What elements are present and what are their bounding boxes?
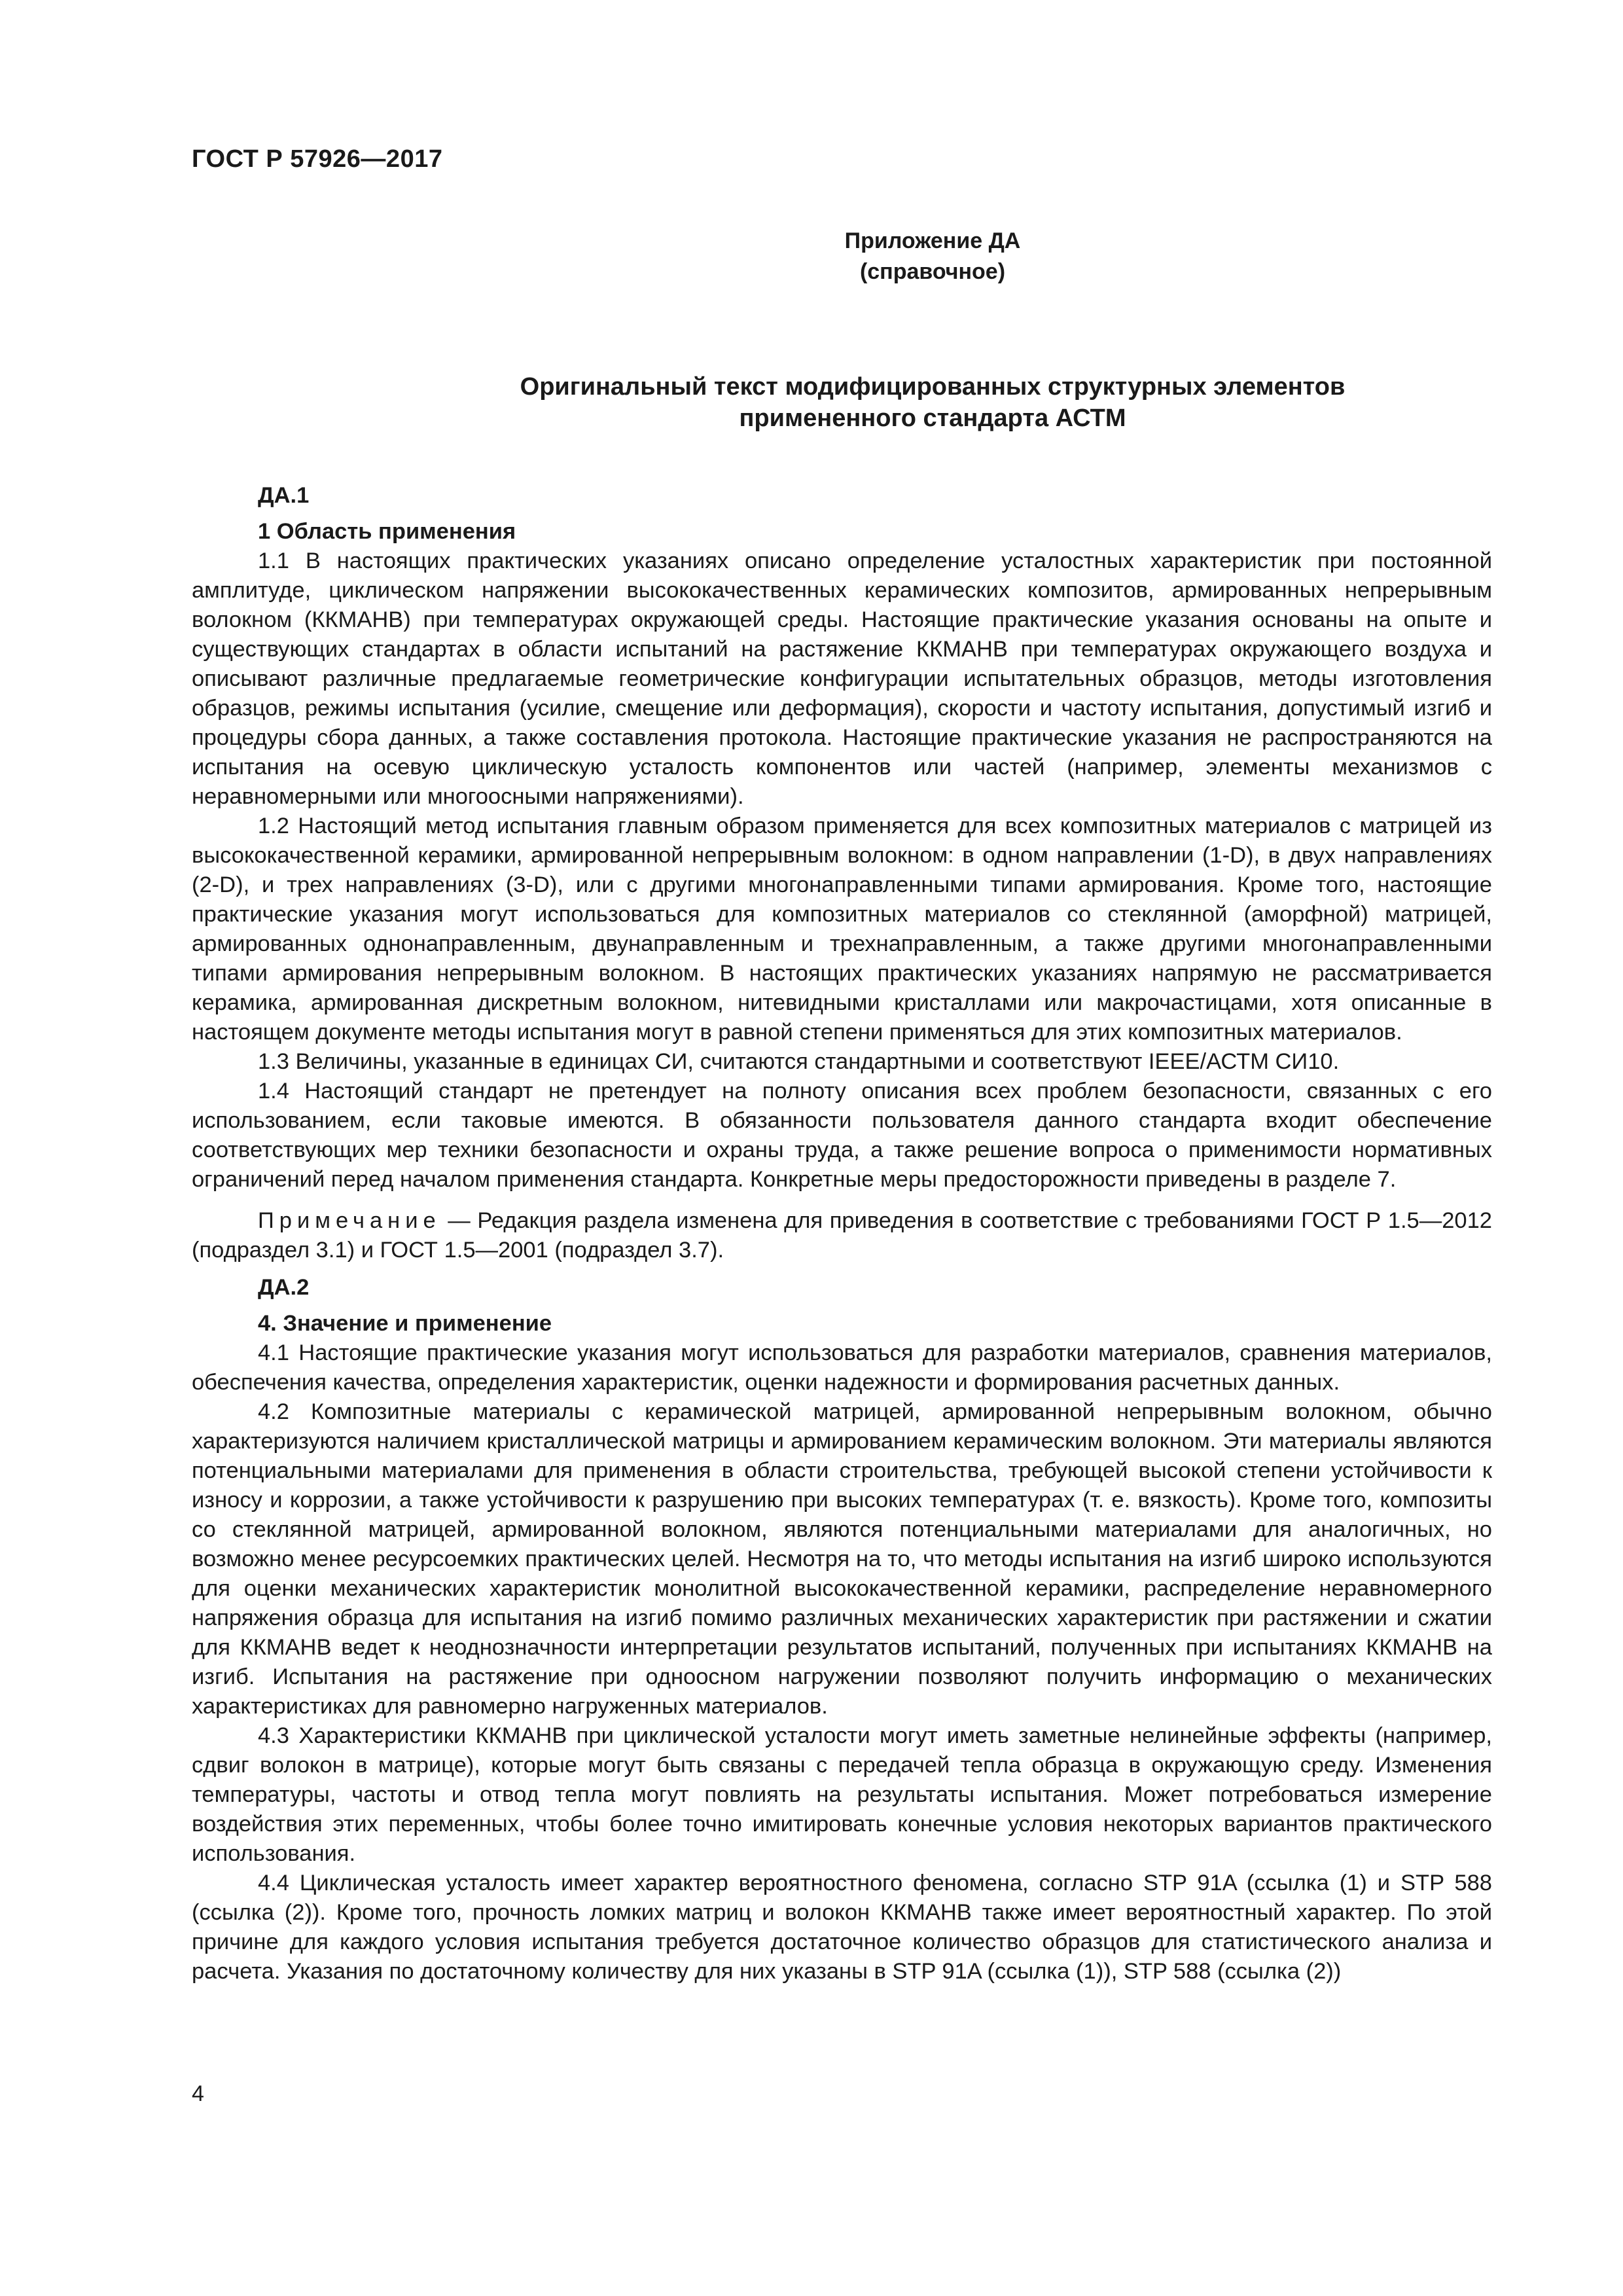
- paragraph-4-2: 4.2 Композитные материалы с керамической матрицей, армированной непрерывным волокном, обычно характеризуются наличием кристаллической матрицы и армированием керамическим волокном. Эти материалы являются потенциальными материалами для применения в области строительства, требующей высокой степени устойчивости к износу и коррозии, а также устойчивости к разрушению при высоких температурах (т. е. вязкость). Кроме того, композиты со стеклянной матрицей, армированной волокном, являются потенциальными материалами для аналогичных, но возможно менее ресурсоемких практических целей. Несмотря на то, что методы испытания на изгиб широко используются для оценки механических характеристик монолитной высококачественной керамики, распределение неравномерного напряжения образца для испытания на изгиб помимо различных механических характеристик при растяжении и сжатии для ККМАНВ ведет к неоднозначности интерпретации результатов испытаний, полученных при испытаниях ККМАНВ на изгиб. Испытания на растяжение при одноосном нагружении позволяют получить информацию о механических характеристиках для равномерно нагруженных материалов.: [192, 1399, 1492, 1719]
- paragraph-4-4: 4.4 Циклическая усталость имеет характер вероятностного феномена, согласно STP 91A (ссылка (1) и STP 588 (ссылка (2)). Кроме того, прочность ломких матриц и волокон ККМАНВ также имеет вероятностный характер. По этой причине для каждого условия испытания требуется достаточное количество образцов для статистического анализа и расчета. Указания по достаточному количеству для них указаны в STP 91A (ссылка (1)), STP 588 (ссылка (2)): [192, 1871, 1492, 1984]
- section-label-da2: ДА.2: [258, 1275, 310, 1300]
- title-line-1: Оригинальный текст модифицированных структурных элементов: [520, 373, 1346, 401]
- appendix-heading: [0, 226, 1623, 287]
- paragraph-1-4: 1.4 Настоящий стандарт не претендует на полноту описания всех проблем безопасности, связанных с его использованием, если таковые имеются. В обязанности пользователя данного стандарта входит обеспечение соответствующих мер техники безопасности и охраны труда, а также решение вопроса о применимости нормативных ограничений перед началом применения стандарта. Конкретные меры предосторожности приведены в разделе 7.: [192, 1079, 1492, 1192]
- section-label-da1: ДА.1: [258, 483, 310, 508]
- paragraph-4-1: 4.1 Настоящие практические указания могут использоваться для разработки материалов, сравнения материалов, обеспечения качества, определения характеристик, оценки надежности и формирования расчетных данных.: [192, 1340, 1492, 1395]
- note-label: Примечание: [258, 1208, 441, 1233]
- title-line-2: примененного стандарта АСТМ: [739, 404, 1126, 432]
- page-number: 4: [192, 2081, 204, 2106]
- appendix-type: (справочное): [859, 259, 1006, 284]
- paragraph-1-3: 1.3 Величины, указанные в единицах СИ, считаются стандартными и соответствуют IEEE/АСТМ СИ10.: [258, 1049, 1340, 1074]
- paragraph-1-2: 1.2 Настоящий метод испытания главным образом применяется для всех композитных материалов с матрицей из высококачественной керамики, армированной непрерывным волокном: в одном направлении (1-D), в двух направлениях (2-D), и трех направлениях (3-D), или с другими многонаправленными типами армирования. Кроме того, настоящие практические указания могут использоваться для композитных материалов со стеклянной (аморфной) матрицей, армированных однонаправленным, двунаправленным и трехнаправленным, а также другими многонаправленными типами армирования непрерывным волокном. В настоящих практических указаниях напрямую не рассматривается керамика, армированная дискретным волокном, нитевидными кристаллами или макрочастицами, хотя описанные в настоящем документе методы испытания могут в равной степени применяться для этих композитных материалов.: [192, 814, 1492, 1045]
- paragraph-4-3: 4.3 Характеристики ККМАНВ при циклической усталости могут иметь заметные нелинейные эффекты (например, сдвиг волокон в матрице), которые могут быть связаны с передачей тепла образца в окружающую среду. Изменения температуры, частоты и отвод тепла могут повлиять на результаты испытания. Может потребоваться измерение воздействия этих переменных, чтобы более точно имитировать конечные условия некоторых вариантов практического использования.: [192, 1723, 1492, 1866]
- document-title: [0, 371, 1623, 434]
- paragraph-1-1: 1.1 В настоящих практических указаниях описано определение усталостных характеристик при постоянной амплитуде, циклическом напряжении высококачественных керамических композитов, армированных непрерывным волокном (ККМАНВ) при температурах окружающей среды. Настоящие практические указания основаны на опыте и существующих стандартах в области испытаний на растяжение ККМАНВ при температурах окружающего воздуха и описывают различные предлагаемые геометрические конфигурации испытательных образцов, методы изготовления образцов, режимы испытания (усилие, смещение или деформация), скорости и частоту испытания, допустимый изгиб и процедуры сбора данных, а также составления протокола. Настоящие практические указания не распространяются на испытания на осевую циклическую усталость компонентов или частей (например, элементы механизмов с неравномерными или многоосными напряжениями).: [192, 548, 1492, 809]
- note-text: — Редакция раздела изменена для приведения в соответствие с требованиями ГОСТ Р 1.5—2012 (подраздел 3.1) и ГОСТ 1.5—2001 (подраздел 3.7).: [192, 1208, 1492, 1263]
- document-body: [192, 481, 1492, 1986]
- section-heading-scope: 1 Область применения: [258, 519, 516, 544]
- standard-number: ГОСТ Р 57926—2017: [192, 145, 443, 173]
- appendix-label: Приложение ДА: [844, 228, 1021, 253]
- section-heading-significance: 4. Значение и применение: [258, 1311, 552, 1336]
- note-paragraph: [192, 1206, 1492, 1265]
